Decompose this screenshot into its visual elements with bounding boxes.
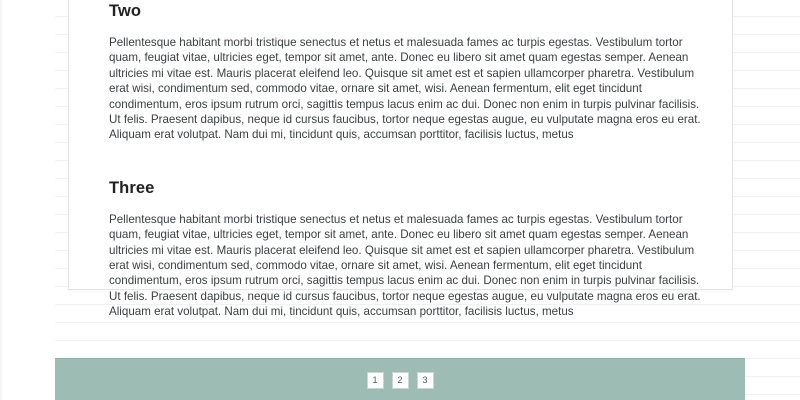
left-margin-strip bbox=[0, 0, 55, 400]
pagination-page-1[interactable]: 1 bbox=[367, 372, 384, 389]
left-edge-shadow bbox=[0, 0, 3, 400]
section-two-heading: Two bbox=[109, 2, 142, 20]
section-three bbox=[109, 143, 702, 320]
section-two-paragraph: Pellentesque habitant morbi tristique senectus et netus et malesuada fames ac turpis egestas. Vestibulum tortor quam, feugiat vitae, ultricies eget, tempor sit amet, ante. Donec eu libero sit amet quam egestas semper. Aenean ultricies mi vitae est. Mauris placerat eleifend leo. Quisque sit amet est et sapien ullamcorper pharetra. Vestibulum erat wisi, condimentum sed, commodo vitae, ornare sit amet, wisi. Aenean fermentum, elit eget tincidunt condimentum, eros ipsum rutrum orci, sagittis tempus lacus enim ac dui. Donec non enim in turpis pulvinar facilisis. Ut felis. Praesent dapibus, neque id cursus faucibus, tortor neque egestas augue, eu vulputate magna eros eu erat. Aliquam erat volutpat. Nam dui mi, tincidunt quis, accumsan porttitor, facilisis luctus, metus bbox=[109, 36, 701, 142]
content-card bbox=[68, 0, 733, 319]
section-two bbox=[109, 0, 702, 143]
pagination bbox=[55, 359, 745, 400]
section-three-heading: Three bbox=[109, 178, 155, 197]
section-three-paragraph: Pellentesque habitant morbi tristique senectus et netus et malesuada fames ac turpis egestas. Vestibulum tortor quam, feugiat vitae, ultricies eget, tempor sit amet, ante. Donec eu libero sit amet quam egestas semper. Aenean ultricies mi vitae est. Mauris placerat eleifend leo. Quisque sit amet est et sapien ullamcorper pharetra. Vestibulum erat wisi, condimentum sed, commodo vitae, ornare sit amet, wisi. Aenean fermentum, elit eget tincidunt condimentum, eros ipsum rutrum orci, sagittis tempus lacus enim ac dui. Donec non enim in turpis pulvinar facilisis. Ut felis. Praesent dapibus, neque id cursus faucibus, tortor neque egestas augue, eu vulputate magna eros eu erat. Aliquam erat volutpat. Nam dui mi, tincidunt quis, accumsan porttitor, facilisis luctus, metus bbox=[109, 212, 701, 319]
pagination-page-3[interactable]: 3 bbox=[417, 372, 434, 389]
pagination-page-2[interactable]: 2 bbox=[392, 372, 409, 389]
footer-bar bbox=[55, 358, 745, 400]
content-card-inner bbox=[69, 0, 732, 320]
